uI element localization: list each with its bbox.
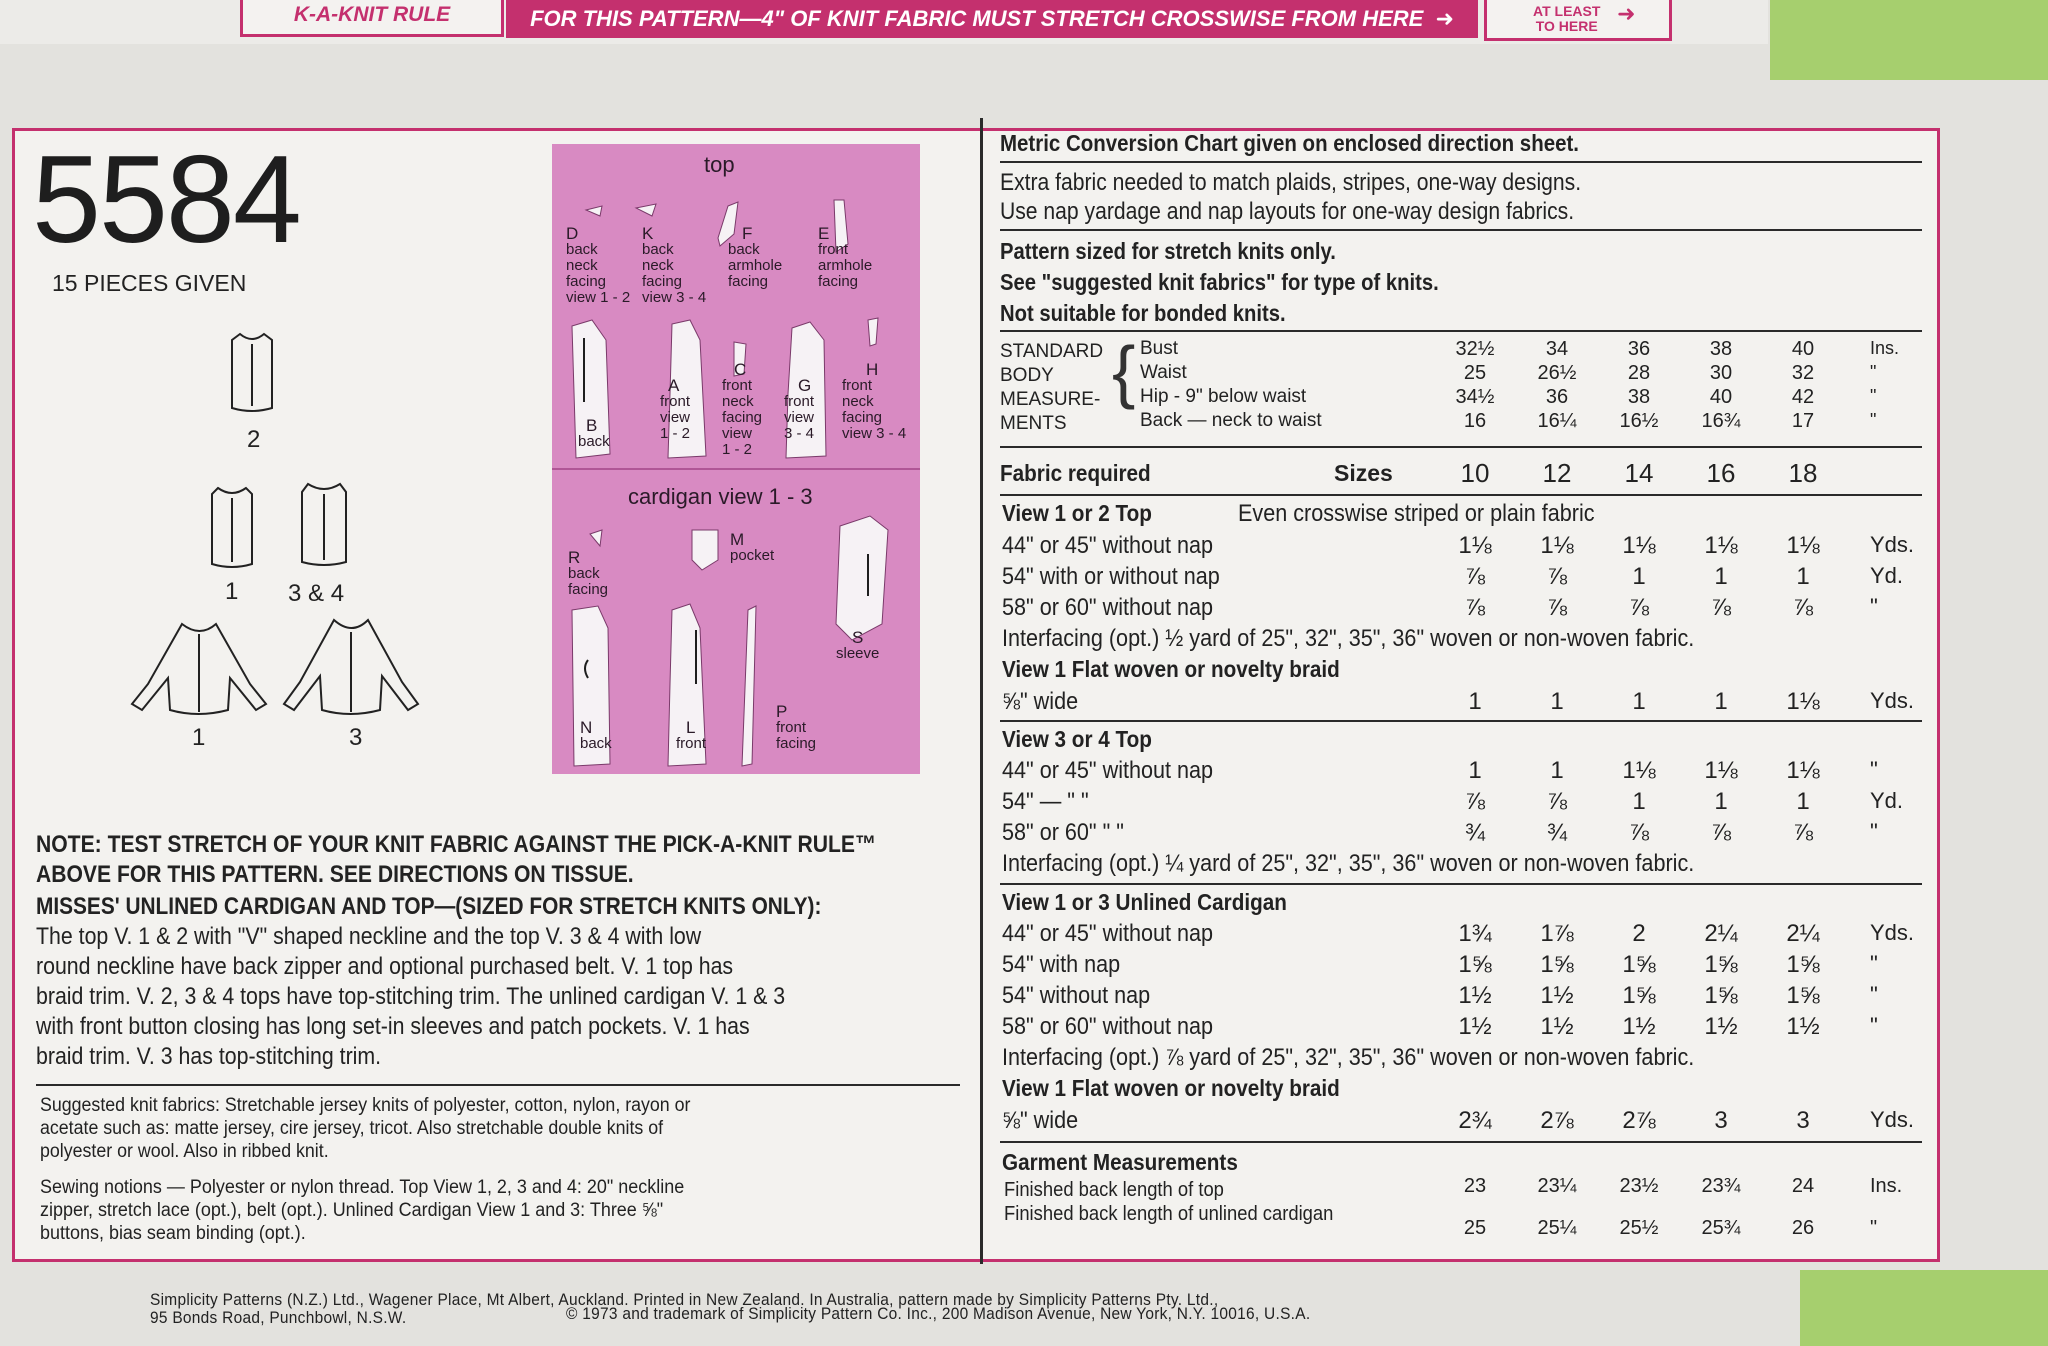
green-background-corner: [1800, 1270, 2048, 1346]
braid-row-value: 1: [1468, 688, 1482, 715]
fabric-row-value: 2: [1632, 920, 1646, 947]
view-1-2-subtitle: Even crosswise striped or plain fabric: [1238, 500, 1595, 527]
interfacing-note: Interfacing (opt.) ½ yard of 25", 32", 35", 36" woven or non-woven fabric.: [1002, 625, 1695, 652]
garment-row-value: 26: [1791, 1217, 1815, 1239]
piece-text: facing: [566, 273, 607, 290]
piece-text: front: [818, 241, 849, 258]
piece-text: neck: [722, 393, 754, 410]
fabric-row-label: 44" or 45" without nap: [1002, 920, 1214, 947]
measurement-value: 16¾: [1701, 410, 1741, 432]
fabric-row-value: 1: [1632, 563, 1646, 590]
description-line: round neckline have back zipper and optional purchased belt. V. 1 top has: [36, 953, 734, 980]
fabric-row-value: 1⅝: [1622, 951, 1656, 978]
fabric-row-value: 1¾: [1458, 920, 1492, 947]
std-label-line: MEASURE-: [1000, 389, 1101, 410]
fabric-row-value: 1½: [1458, 982, 1492, 1009]
garment-row-value: 25½: [1619, 1217, 1659, 1239]
piece-f-label: [728, 226, 782, 290]
std-label-line: BODY: [1000, 365, 1054, 386]
braid-title: View 1 Flat woven or novelty braid: [1002, 656, 1340, 682]
piece-text: neck: [642, 257, 674, 274]
fabric-row-value: ⅞: [1464, 594, 1485, 621]
sewing-notions: [40, 1176, 684, 1245]
piece-text: back: [580, 735, 612, 752]
fabric-row-value: ⅞: [1546, 563, 1567, 590]
piece-d-label: [566, 226, 630, 306]
plaids-note: [1000, 168, 1581, 226]
fabric-row-label: 44" or 45" without nap: [1002, 532, 1214, 559]
sizing-note: [1000, 236, 1439, 329]
notions-line: Sewing notions — Polyester or nylon thread. Top View 1, 2, 3 and 4: 20" neckline: [40, 1177, 685, 1198]
piece-h-label: [842, 362, 906, 442]
measurement-value: 38: [1709, 338, 1733, 360]
fabric-row-value: ⅞: [1464, 563, 1485, 590]
braid-row-value: 2¾: [1458, 1107, 1492, 1134]
fabric-row-value: ⅞: [1710, 819, 1731, 846]
fabric-row-value: 1⅝: [1704, 982, 1738, 1009]
piece-text: facing: [842, 409, 883, 426]
misses-title: MISSES' UNLINED CARDIGAN AND TOP—(SIZED FOR STRETCH KNITS ONLY):: [36, 893, 822, 920]
size-header: 12: [1542, 458, 1572, 488]
piece-text: view: [660, 409, 691, 426]
fabric-row-label: 58" or 60" without nap: [1002, 1013, 1214, 1040]
piece-text: front: [660, 393, 691, 410]
measurement-label: Back — neck to waist: [1140, 410, 1322, 431]
fabric-row-unit: ": [1870, 594, 1878, 619]
green-background-corner: [1770, 0, 2048, 80]
measurement-value: 28: [1627, 362, 1651, 384]
garment-row-value: 23: [1463, 1175, 1487, 1197]
piece-text: 1 - 2: [660, 425, 691, 442]
view-1-3-title: View 1 or 3 Unlined Cardigan: [1002, 889, 1287, 915]
fabric-row-value: 1: [1468, 757, 1482, 784]
piece-g-label: [784, 378, 814, 442]
piece-m-shape: [692, 530, 718, 570]
measurement-label: Hip - 9" below waist: [1140, 386, 1307, 407]
braid-row-label: ⅝" wide: [1002, 688, 1079, 715]
sizing-line: Not suitable for bonded knits.: [1000, 300, 1286, 326]
measurement-value: 32½: [1455, 338, 1495, 360]
measurement-unit: ": [1870, 386, 1877, 406]
size-header: 14: [1624, 458, 1654, 488]
size-header: 10: [1460, 458, 1490, 488]
stretch-test-note: [36, 830, 876, 890]
piece-text: 3 - 4: [784, 425, 815, 442]
size-header: 16: [1706, 458, 1736, 488]
piece-text: neck: [842, 393, 874, 410]
piece-text: facing: [728, 273, 769, 290]
piece-letter: B: [586, 416, 598, 435]
fabrics-line: Suggested knit fabrics: Stretchable jersey knits of polyester, cotton, nylon, rayon or: [40, 1095, 691, 1116]
piece-text: 1 - 2: [722, 441, 753, 458]
cardigan-pieces-heading: cardigan view 1 - 3: [628, 484, 813, 509]
piece-letter: C: [734, 360, 747, 379]
fabric-row-value: ⅞: [1792, 594, 1813, 621]
braid-row-label: ⅝" wide: [1002, 1107, 1079, 1134]
piece-m-label: [730, 532, 774, 564]
sizing-line: Pattern sized for stretch knits only.: [1000, 238, 1336, 264]
description-line: The top V. 1 & 2 with "V" shaped neckline and the top V. 3 & 4 with low: [36, 923, 702, 950]
note-line: ABOVE FOR THIS PATTERN. SEE DIRECTIONS ON TISSUE.: [36, 861, 634, 888]
stretch-banner: [506, 0, 1478, 38]
fabrics-line: acetate such as: matte jersey, cire jersey, tricot. Also stretchable double knits of: [40, 1118, 664, 1139]
section-rule: [1000, 161, 1922, 163]
piece-text: view 3 - 4: [642, 289, 707, 306]
piece-letter: H: [866, 360, 879, 379]
fabric-row-value: 1½: [1622, 1013, 1656, 1040]
piece-text: facing: [642, 273, 683, 290]
interfacing-note: Interfacing (opt.) ⅞ yard of 25", 32", 35", 36" woven or non-woven fabric.: [1002, 1044, 1695, 1071]
fabric-row-unit: Yd.: [1870, 788, 1904, 813]
view-1-2-title: View 1 or 2 Top: [1002, 500, 1152, 526]
view-label: 3 & 4: [288, 580, 345, 607]
measurement-value: 34: [1545, 338, 1569, 360]
piece-text: facing: [722, 409, 763, 426]
at-least-line1: AT LEAST: [1533, 3, 1601, 19]
section-rule: [1000, 720, 1922, 722]
fabric-row-value: 1½: [1540, 982, 1574, 1009]
fabric-row-value: 1⅛: [1786, 532, 1820, 559]
measurement-value: 17: [1791, 410, 1815, 432]
arrow-right-icon: ➜: [1435, 6, 1454, 31]
garment-measurements-title: Garment Measurements: [1002, 1149, 1238, 1175]
measurement-value: 40: [1709, 386, 1733, 408]
piece-text: back: [566, 241, 598, 258]
garment-row-value: 24: [1791, 1175, 1815, 1197]
braid-row-unit: Yds.: [1870, 688, 1915, 713]
description-line: braid trim. V. 3 has top-stitching trim.: [36, 1043, 382, 1070]
fabric-row-value: ¾: [1546, 819, 1567, 846]
fabric-row-value: 1⅛: [1622, 532, 1656, 559]
measurement-label: Bust: [1140, 338, 1179, 359]
fabric-row-value: 1⅝: [1540, 951, 1574, 978]
fabric-row-unit: ": [1870, 757, 1878, 782]
braid-row-value: 1: [1714, 688, 1728, 715]
section-rule: [1000, 446, 1922, 448]
measurement-value: 40: [1791, 338, 1815, 360]
footer-publisher-line: Simplicity Patterns (N.Z.) Ltd., Wagener Place, Mt Albert, Auckland. Printed in New Zealand. In Australia, pattern made by Simplicity Patterns Pty. Ltd.,: [150, 1290, 1219, 1309]
piece-letter: A: [668, 376, 680, 395]
piece-h-shape: [868, 318, 878, 346]
fabric-row-unit: ": [1870, 982, 1878, 1007]
piece-text: view: [784, 409, 815, 426]
braid-row-value: 2⅞: [1622, 1107, 1656, 1134]
view-label: 3: [349, 724, 363, 751]
piece-b-label: [578, 418, 610, 450]
plaids-line: Use nap yardage and nap layouts for one-way design fabrics.: [1000, 198, 1575, 225]
measurement-value: 16: [1463, 410, 1487, 432]
measurement-value: 16½: [1619, 410, 1659, 432]
top-pieces-heading: top: [704, 152, 735, 177]
fabric-row-value: 1: [1632, 788, 1646, 815]
fabrics-line: polyester or wool. Also in ribbed knit.: [40, 1141, 329, 1162]
measurement-unit: ": [1870, 410, 1877, 430]
fabric-row-value: 1½: [1704, 1013, 1738, 1040]
garment-row-label: Finished back length of unlined cardigan: [1004, 1203, 1334, 1225]
braid-row-value: 1: [1632, 688, 1646, 715]
fabric-row-unit: ": [1870, 819, 1878, 844]
measurement-unit: ": [1870, 362, 1877, 382]
fabric-row-value: 1: [1714, 788, 1728, 815]
fabric-row-value: 1: [1714, 563, 1728, 590]
brace-icon: {: [1112, 332, 1136, 410]
fabric-row-label: 44" or 45" without nap: [1002, 757, 1214, 784]
view-label: 1: [225, 578, 239, 605]
fabric-row-value: ⅞: [1546, 594, 1567, 621]
braid-row-value: 1: [1550, 688, 1564, 715]
metric-note: Metric Conversion Chart given on enclosed direction sheet.: [1000, 130, 1579, 156]
piece-letter: M: [730, 530, 745, 549]
plaids-line: Extra fabric needed to match plaids, stripes, one-way designs.: [1000, 169, 1582, 196]
piece-text: neck: [566, 257, 598, 274]
piece-letter: P: [776, 702, 788, 721]
stretch-banner-text: FOR THIS PATTERN—4" OF KNIT FABRIC MUST STRETCH CROSSWISE FROM HERE: [530, 6, 1424, 31]
piece-text: front: [784, 393, 815, 410]
measurement-label: Waist: [1140, 362, 1187, 383]
piece-text: facing: [818, 273, 859, 290]
suggested-fabrics: [40, 1094, 690, 1163]
fabric-row-value: 1⅝: [1786, 982, 1820, 1009]
garment-row-value: 23¾: [1701, 1175, 1741, 1197]
piece-text: back: [568, 565, 600, 582]
piece-text: front: [776, 719, 807, 736]
fabric-row-unit: Yds.: [1870, 920, 1915, 945]
piece-letter: R: [568, 548, 581, 567]
piece-text: armhole: [728, 257, 783, 274]
piece-letter: S: [852, 628, 864, 647]
piece-letter: F: [742, 224, 753, 243]
note-line: NOTE: TEST STRETCH OF YOUR KNIT FABRIC AGAINST THE PICK-A-KNIT RULE™: [36, 831, 877, 858]
fabric-row-value: 1⅞: [1540, 920, 1574, 947]
braid-row-value: 3: [1796, 1107, 1810, 1134]
measurement-value: 30: [1709, 362, 1733, 384]
size-header: 18: [1788, 458, 1818, 488]
measurement-value: 42: [1791, 386, 1815, 408]
piece-e-label: [818, 226, 872, 290]
piece-letter: D: [566, 224, 579, 243]
fabric-row-value: ⅞: [1464, 788, 1485, 815]
piece-text: view 1 - 2: [566, 289, 631, 306]
view-3-4-title: View 3 or 4 Top: [1002, 726, 1152, 752]
fabric-row-label: 54" without nap: [1002, 982, 1151, 1009]
fabric-row-label: 58" or 60" without nap: [1002, 594, 1214, 621]
fabric-row-value: 1½: [1786, 1013, 1820, 1040]
measurement-value: 38: [1627, 386, 1651, 408]
fabric-row-label: 54" — " ": [1002, 788, 1089, 815]
std-label-line: MENTS: [1000, 413, 1067, 434]
fabric-row-unit: Yds.: [1870, 532, 1915, 557]
fabric-row-unit: ": [1870, 1013, 1878, 1038]
section-rule: [1000, 1141, 1922, 1143]
piece-r-label: [568, 550, 608, 598]
fabric-row-label: 58" or 60" " ": [1002, 819, 1124, 846]
piece-l-label: [676, 720, 706, 752]
fabric-row-label: 54" with or without nap: [1002, 563, 1220, 590]
description-line: with front button closing has long set-in sleeves and patch pockets. V. 1 has: [36, 1013, 750, 1040]
piece-text: front: [676, 735, 707, 752]
fabric-row-value: 1⅝: [1704, 951, 1738, 978]
measurement-value: 34½: [1455, 386, 1495, 408]
section-rule: [1000, 883, 1922, 885]
piece-text: front: [842, 377, 873, 394]
piece-text: sleeve: [836, 645, 880, 662]
pick-a-knit-rule-label: K-A-KNIT RULE: [240, 0, 504, 37]
piece-text: back: [728, 241, 760, 258]
fabric-row-value: ¾: [1464, 819, 1485, 846]
fabric-row-value: 1½: [1540, 1013, 1574, 1040]
view-label: 2: [247, 426, 261, 453]
fabric-row-value: 1⅛: [1458, 532, 1492, 559]
fabric-row-value: 1⅛: [1704, 757, 1738, 784]
piece-text: back: [578, 433, 610, 450]
fabric-row-value: 1⅛: [1540, 532, 1574, 559]
piece-text: view: [722, 425, 753, 442]
std-label-line: STANDARD: [1000, 341, 1104, 362]
fabric-row-value: ⅞: [1628, 819, 1649, 846]
fabric-row-value: 1⅝: [1458, 951, 1492, 978]
garment-row-value: 25: [1463, 1217, 1487, 1239]
piece-text: armhole: [818, 257, 873, 274]
garment-row-label: Finished back length of top: [1004, 1179, 1224, 1201]
garment-row-value: 23¼: [1537, 1175, 1577, 1197]
piece-k-label: [642, 226, 706, 306]
garment-row-unit: Ins.: [1870, 1175, 1903, 1197]
section-rule: [1000, 229, 1922, 231]
fabric-row-value: 1⅛: [1622, 757, 1656, 784]
view-label: 1: [192, 724, 206, 751]
piece-s-label: [836, 630, 879, 662]
braid-title: View 1 Flat woven or novelty braid: [1002, 1075, 1340, 1101]
garment-row-value: 25¼: [1537, 1217, 1577, 1239]
section-rule: [1000, 494, 1922, 496]
measurement-value: 26½: [1537, 362, 1577, 384]
piece-c-label: [722, 362, 762, 458]
notions-line: zipper, stretch lace (opt.), belt (opt.). Unlined Cardigan View 1 and 3: Three ⅝": [40, 1200, 664, 1221]
fabric-row-value: 1⅛: [1704, 532, 1738, 559]
piece-r-shape: [590, 530, 602, 546]
piece-n-label: [580, 720, 612, 752]
fabric-row-value: 1: [1550, 757, 1564, 784]
fabric-row-value: 1⅝: [1786, 951, 1820, 978]
garment-row-unit: ": [1870, 1217, 1878, 1239]
standard-body-measurements-label: [1000, 340, 1103, 436]
fabric-row-value: ⅞: [1628, 594, 1649, 621]
fabric-row-unit: ": [1870, 951, 1878, 976]
fabric-row-value: 1: [1796, 788, 1810, 815]
garment-views-sketch: [120, 318, 440, 718]
fabric-row-value: ⅞: [1546, 788, 1567, 815]
notions-line: buttons, bias seam binding (opt.).: [40, 1223, 306, 1244]
measurement-unit: Ins.: [1870, 338, 1900, 358]
braid-row-unit: Yds.: [1870, 1107, 1915, 1132]
sizes-label: Sizes: [1334, 460, 1393, 486]
fabric-row-unit: Yd.: [1870, 563, 1904, 588]
piece-letter: K: [642, 224, 654, 243]
piece-k-shape: [636, 204, 656, 216]
piece-text: front: [722, 377, 753, 394]
garment-row-value: 25¾: [1701, 1217, 1741, 1239]
arrow-right-icon: ➜: [1617, 1, 1636, 26]
piece-letter: G: [798, 376, 812, 395]
braid-row-value: 1⅛: [1786, 688, 1820, 715]
section-rule: [1000, 330, 1922, 332]
measurement-value: 16¼: [1537, 410, 1577, 432]
fabric-row-label: 54" with nap: [1002, 951, 1121, 978]
piece-letter: N: [580, 718, 593, 737]
measurement-value: 36: [1545, 386, 1569, 408]
at-least-line2: TO HERE: [1535, 18, 1598, 34]
braid-row-value: 3: [1714, 1107, 1728, 1134]
fabric-row-value: ⅞: [1792, 819, 1813, 846]
piece-text: facing: [776, 735, 817, 752]
description: [36, 922, 785, 1072]
measurement-value: 32: [1791, 362, 1815, 384]
piece-d-shape: [586, 206, 602, 216]
interfacing-note: Interfacing (opt.) ¼ yard of 25", 32", 35", 36" woven or non-woven fabric.: [1002, 850, 1695, 877]
fabric-row-value: 1: [1796, 563, 1810, 590]
piece-text: pocket: [730, 547, 775, 564]
piece-text: facing: [568, 581, 609, 598]
piece-letter: L: [686, 718, 696, 737]
footer-address-line: 95 Bonds Road, Punchbowl, N.S.W.: [150, 1308, 407, 1327]
column-divider: [980, 118, 983, 1264]
piece-s-shape: [836, 516, 888, 640]
piece-p-shape: [742, 606, 756, 766]
sizing-line: See "suggested knit fabrics" for type of knits.: [1000, 269, 1439, 295]
piece-letter: E: [818, 224, 830, 243]
at-least-marker: [1484, 0, 1672, 41]
section-rule: [36, 1084, 960, 1086]
fabric-row-value: ⅞: [1710, 594, 1731, 621]
braid-row-value: 2⅞: [1540, 1107, 1574, 1134]
measurement-value: 25: [1463, 362, 1487, 384]
fabric-required-label: Fabric required: [1000, 460, 1151, 486]
piece-text: back: [642, 241, 674, 258]
description-line: braid trim. V. 2, 3 & 4 tops have top-stitching trim. The unlined cardigan V. 1 & 3: [36, 983, 786, 1010]
fabric-row-value: 1⅝: [1622, 982, 1656, 1009]
piece-a-label: [660, 378, 690, 442]
pattern-number: 5584: [32, 131, 300, 269]
fabric-row-value: 2¼: [1704, 920, 1738, 947]
fabric-row-value: 1⅛: [1786, 757, 1820, 784]
footer-copyright-line: © 1973 and trademark of Simplicity Pattern Co. Inc., 200 Madison Avenue, New York, N.Y. 10016, U.S.A.: [566, 1304, 1311, 1323]
measurement-value: 36: [1627, 338, 1651, 360]
fabric-row-value: 2¼: [1786, 920, 1820, 947]
piece-text: view 3 - 4: [842, 425, 907, 442]
piece-p-label: [776, 704, 816, 752]
fabric-row-value: 1½: [1458, 1013, 1492, 1040]
pieces-given: 15 PIECES GIVEN: [52, 270, 247, 296]
garment-row-value: 23½: [1619, 1175, 1659, 1197]
